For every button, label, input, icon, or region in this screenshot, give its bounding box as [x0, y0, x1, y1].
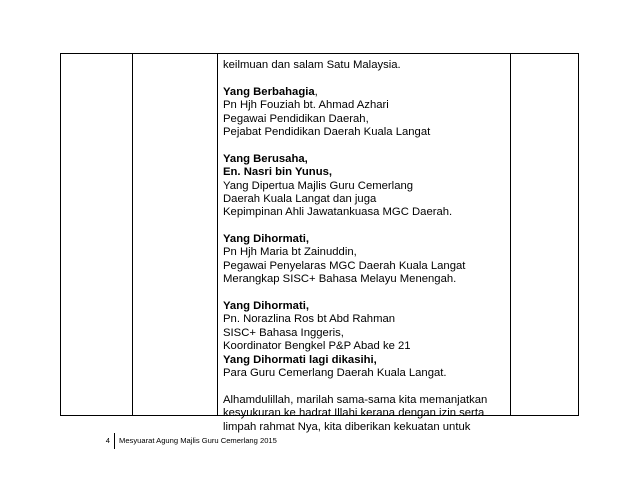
text-line: Para Guru Cemerlang Daerah Kuala Langat. — [223, 366, 447, 379]
text-line: kesyukuran ke hadrat Illahi kerana dengan izin serta — [223, 407, 485, 420]
heading-line: Yang Dihormati, — [223, 233, 309, 246]
text-line: Daerah Kuala Langat dan juga — [223, 192, 377, 205]
text-line: Pejabat Pendidikan Daerah Kuala Langat — [223, 125, 431, 138]
text-line: Pegawai Pendidikan Daerah, — [223, 112, 369, 125]
blank-line — [223, 287, 508, 300]
column-divider-3 — [510, 54, 511, 415]
footer-separator — [114, 433, 115, 449]
blank-line — [223, 72, 508, 85]
page-number: 4 — [105, 436, 110, 445]
text-line: Koordinator Bengkel P&P Abad ke 21 — [223, 340, 411, 353]
page-footer — [60, 433, 579, 449]
heading-line: Yang Dihormati, — [223, 300, 309, 313]
text-line: Kepimpinan Ahli Jawatankuasa MGC Daerah. — [223, 206, 453, 219]
text-line: Pn. Norazlina Ros bt Abd Rahman — [223, 313, 396, 326]
text-line: Merangkap SISC+ Bahasa Melayu Menengah. — [223, 273, 457, 286]
text-line: Yang Dipertua Majlis Guru Cemerlang — [223, 179, 414, 192]
speech-text-cell — [223, 59, 508, 434]
text-line: limpah rahmat Nya, kita diberikan kekuatan untuk — [223, 420, 471, 433]
text-line: SISC+ Bahasa Inggeris, — [223, 326, 344, 339]
text-line: keilmuan dan salam Satu Malaysia. — [223, 59, 401, 71]
text-line — [223, 86, 508, 99]
blank-line — [223, 380, 508, 393]
text-line: Pegawai Penyelaras MGC Daerah Kuala Langat — [223, 259, 466, 272]
column-divider-1 — [132, 54, 133, 415]
bold-text: Yang Berbahagia — [223, 85, 315, 98]
heading-line: En. Nasri bin Yunus, — [223, 166, 333, 179]
blank-line — [223, 220, 508, 233]
text-suffix: , — [314, 85, 318, 98]
footer-title: Mesyuarat Agung Majlis Guru Cemerlang 2015 — [119, 436, 277, 445]
heading-line: Yang Dihormati lagi dikasihi, — [223, 353, 377, 366]
column-divider-2 — [217, 54, 218, 415]
text-line: Pn Hjh Maria bt Zainuddin, — [223, 246, 357, 259]
text-line: Alhamdulillah, marilah sama-sama kita memanjatkan — [223, 393, 488, 406]
blank-line — [223, 139, 508, 152]
text-line: Pn Hjh Fouziah bt. Ahmad Azhari — [223, 99, 389, 112]
heading-line: Yang Berusaha, — [223, 152, 308, 165]
